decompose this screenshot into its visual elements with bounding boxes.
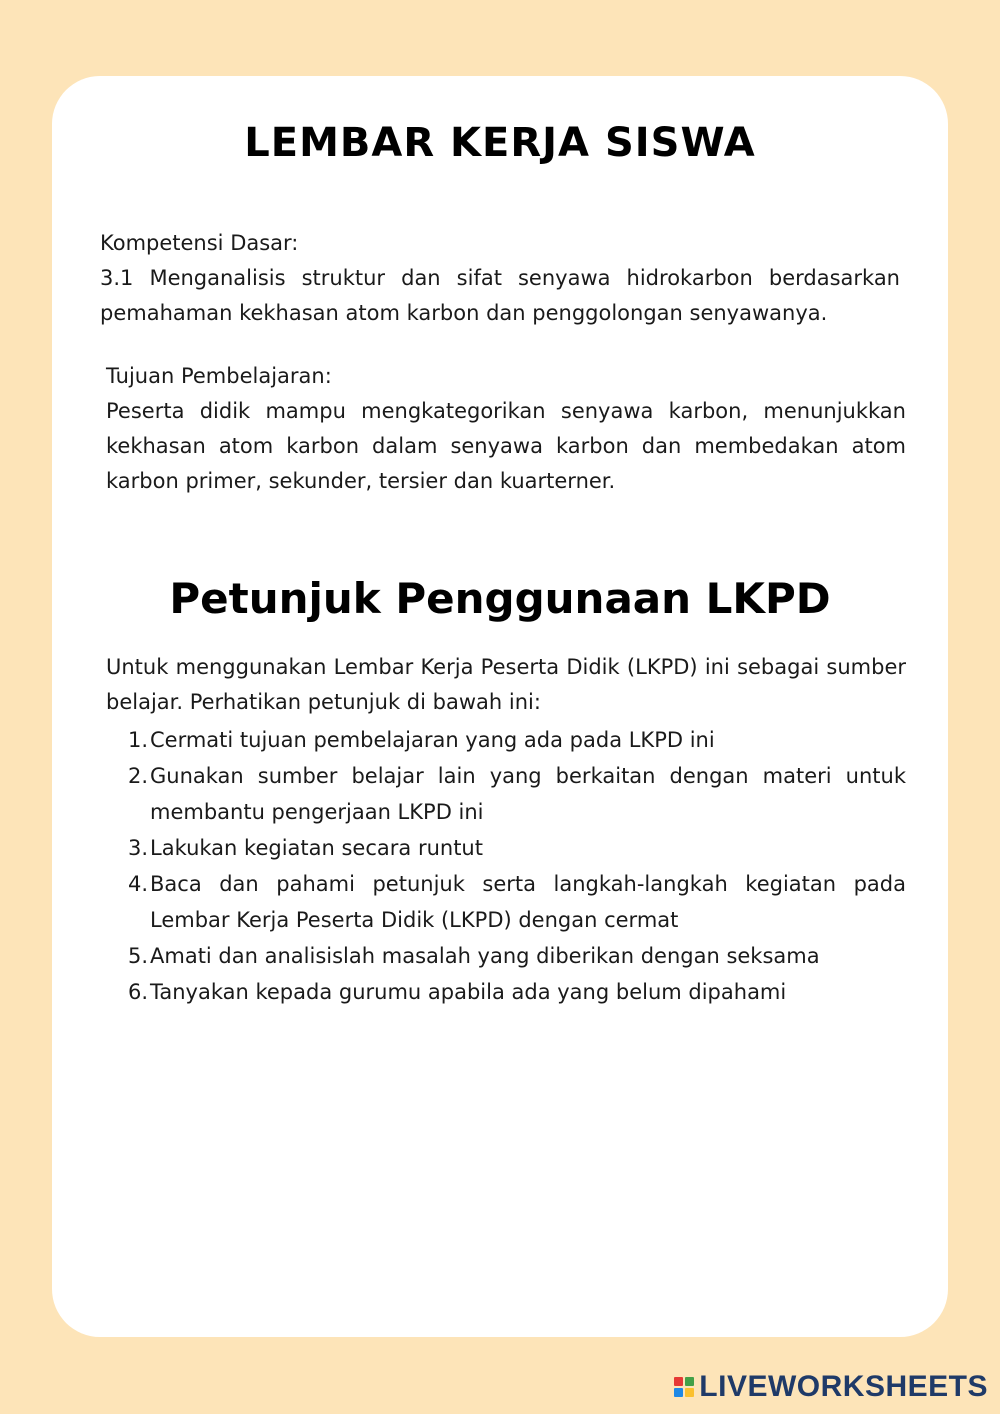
tujuan-pembelajaran-section [106, 359, 906, 499]
petunjuk-steps-list [106, 722, 906, 1010]
step-number: 1. [127, 728, 148, 752]
petunjuk-title: Petunjuk Penggunaan LKPD [169, 574, 831, 623]
step-text: Gunakan sumber belajar lain yang berkaitan dengan materi untuk membantu pengerjaan LKPD ini [150, 764, 906, 824]
tujuan-pembelajaran-text: Peserta didik mampu mengkategorikan senyawa karbon, menunjukkan kekhasan atom karbon dalam senyawa karbon dan membedakan atom karbon primer, sekunder, tersier dan kuarterner. [106, 399, 906, 493]
logo-square [685, 1388, 694, 1397]
step-text: Lakukan kegiatan secara runtut [150, 836, 483, 860]
step-text: Amati dan analisislah masalah yang diberikan dengan seksama [150, 944, 820, 968]
liveworksheets-logo-icon [674, 1377, 694, 1397]
step-text: Cermati tujuan pembelajaran yang ada pada LKPD ini [150, 728, 715, 752]
step-text: Tanyakan kepada gurumu apabila ada yang belum dipahami [150, 980, 787, 1004]
logo-square [674, 1388, 683, 1397]
page-title: LEMBAR KERJA SISWA [244, 120, 756, 166]
liveworksheets-brand[interactable] [674, 1370, 988, 1404]
list-item [106, 758, 906, 830]
step-number: 2. [127, 764, 148, 788]
logo-square [674, 1377, 683, 1386]
petunjuk-intro-text: Untuk menggunakan Lembar Kerja Peserta Didik (LKPD) ini sebagai sumber belajar. Perhatikan petunjuk di bawah ini: [106, 655, 906, 714]
logo-square [685, 1377, 694, 1386]
brand-name: LIVEWORKSHEETS [699, 1370, 988, 1403]
kompetensi-dasar-label: Kompetensi Dasar: [100, 231, 299, 255]
list-item [106, 974, 906, 1010]
kompetensi-dasar-text: 3.1 Menganalisis struktur dan sifat senyawa hidrokarbon berdasarkan pemahaman kekhasan atom karbon dan penggolongan senyawanya. [100, 266, 900, 325]
kompetensi-dasar-section [100, 226, 900, 331]
list-item [106, 866, 906, 938]
tujuan-pembelajaran-label: Tujuan Pembelajaran: [106, 364, 332, 388]
step-number: 6. [127, 980, 148, 1004]
step-text: Baca dan pahami petunjuk serta langkah-langkah kegiatan pada Lembar Kerja Peserta Didik (LKPD) dengan cermat [150, 872, 906, 932]
step-number: 5. [127, 944, 148, 968]
step-number: 4. [127, 872, 148, 896]
list-item [106, 938, 906, 974]
list-item [106, 722, 906, 758]
step-number: 3. [127, 836, 148, 860]
petunjuk-intro [106, 650, 906, 720]
list-item [106, 830, 906, 866]
